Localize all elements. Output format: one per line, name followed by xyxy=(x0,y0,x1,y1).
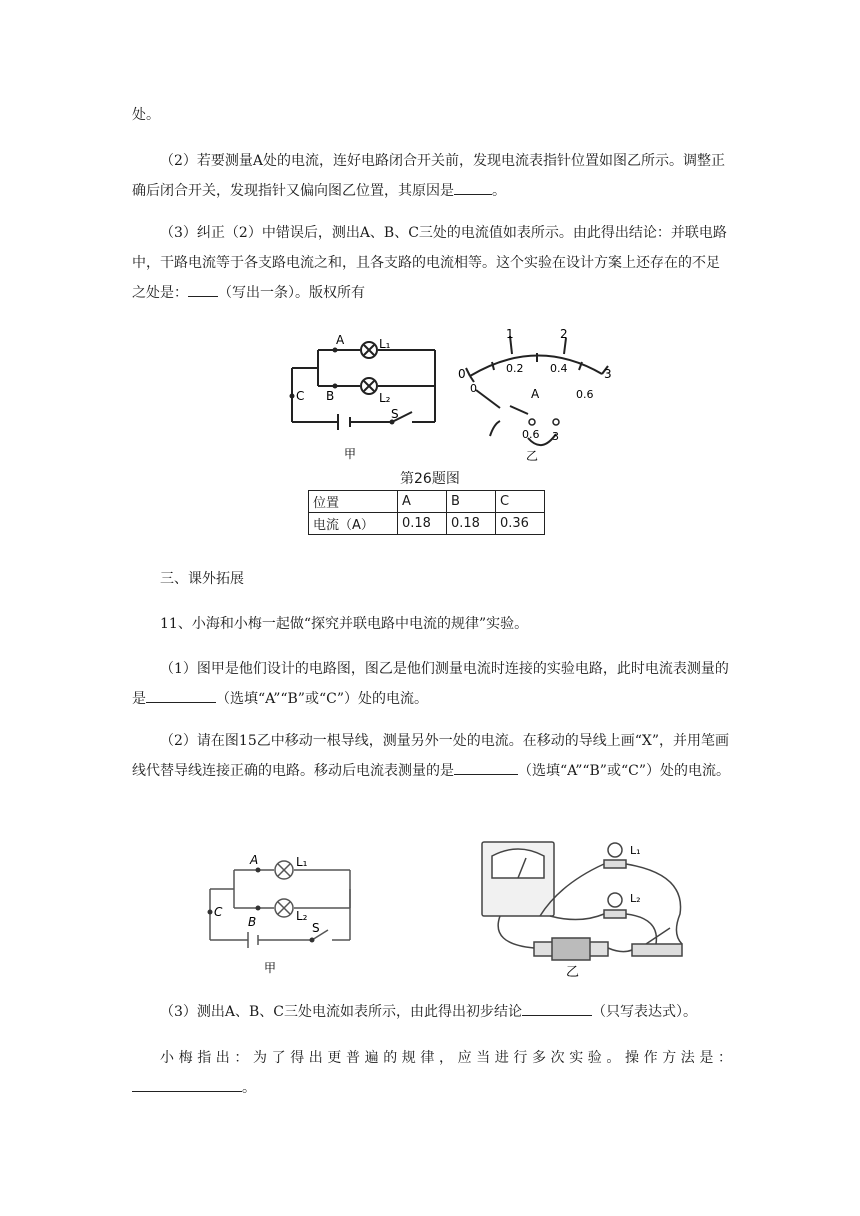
label-fig-yi: 乙 xyxy=(526,449,539,463)
unit-a: A xyxy=(531,387,540,401)
label-s: S xyxy=(391,407,399,421)
scale-1: 1 xyxy=(506,327,514,341)
question-11-2: （2）请在图15乙中移动一根导线，测量另外一处的电流。在移动的导线上画“X”，并用笔画线代替导线连接正确的电路。移动后电流表测量的是 （选填“A”“B”或“C”）处的电流。 xyxy=(132,733,730,779)
table-header-cell: C xyxy=(496,491,545,513)
scale-3: 3 xyxy=(604,367,612,381)
scale-0: 0 xyxy=(458,367,466,381)
table-cell: 0.18 xyxy=(398,513,447,535)
label-fig-yi-2: 乙 xyxy=(566,965,580,980)
answer-blank[interactable] xyxy=(188,280,218,297)
answer-blank[interactable] xyxy=(522,999,592,1016)
current-table xyxy=(308,490,545,535)
answer-blank[interactable] xyxy=(454,758,518,775)
scale-0-4: 0.4 xyxy=(550,362,568,375)
circuit-diagram-jia-2 xyxy=(200,840,360,980)
scale-0-6: 0.6 xyxy=(576,388,594,401)
terminal-0-6: 0.6 xyxy=(522,428,540,441)
question-2: （2）若要测量A处的电流，连好电路闭合开关前，发现电流表指针位置如图乙所示。调整正确后闭合开关，发现指针又偏向图乙位置，其原因是 。 xyxy=(132,153,726,199)
section-heading: 三、课外拓展 xyxy=(160,571,244,587)
scale-2: 2 xyxy=(560,327,568,341)
label-b: B xyxy=(248,915,257,929)
label-l2: L₂ xyxy=(379,391,391,405)
question-11-4-answer: 。 xyxy=(132,1073,732,1103)
answer-blank[interactable] xyxy=(454,178,492,195)
question-11-3: （3）测出A、B、C三处电流如表所示，由此得出初步结论 （只写表达式）。 xyxy=(132,997,732,1027)
label-a: A xyxy=(250,853,259,867)
label-l2: L₂ xyxy=(630,892,641,905)
scale-0-2: 0.2 xyxy=(506,362,524,375)
label-a: A xyxy=(336,333,345,347)
label-fig-jia-2: 甲 xyxy=(264,961,277,975)
label-l2: L₂ xyxy=(296,909,308,923)
figure-caption: 第26题图 xyxy=(400,471,460,487)
label-s: S xyxy=(312,921,320,935)
label-fig-jia: 甲 xyxy=(344,447,357,461)
table-row xyxy=(309,513,545,535)
label-b: B xyxy=(326,389,335,403)
label-l1: L₁ xyxy=(630,844,641,857)
question-11-1: （1）图甲是他们设计的电路图，图乙是他们测量电流时连接的实验电路，此时电流表测量的是 （选填“A”“B”或“C”）处的电流。 xyxy=(132,661,729,707)
text-line-top: 处。 xyxy=(132,107,160,123)
question-3: （3）纠正（2）中错误后，测出A、B、C三处的电流值如表所示。由此得出结论：并联电路中，干路电流等于各支路电流之和，且各支路的电流相等。这个实验在设计方案上还存在的不足之处是： （写出一条）。版权所有 xyxy=(132,225,727,301)
question-11: 11、小海和小梅一起做“探究并联电路中电流的规律”实验。 xyxy=(160,616,529,632)
table-header-cell: A xyxy=(398,491,447,513)
circuit-diagram-jia xyxy=(280,326,445,466)
answer-blank[interactable] xyxy=(132,1075,242,1092)
answer-blank[interactable] xyxy=(146,686,216,703)
label-l1: L₁ xyxy=(379,337,391,351)
table-cell: 电流（A） xyxy=(309,513,398,535)
table-cell: 0.36 xyxy=(496,513,545,535)
table-cell: 0.18 xyxy=(447,513,496,535)
table-header-cell: 位置 xyxy=(309,491,398,513)
label-l1: L₁ xyxy=(296,855,308,869)
ammeter-diagram-yi xyxy=(452,326,622,466)
terminal-3: 3 xyxy=(552,430,559,443)
table-header-cell: B xyxy=(447,491,496,513)
label-c: C xyxy=(214,905,223,919)
table-row xyxy=(309,491,545,513)
question-11-4: 小梅指出：为了得出更普遍的规律，应当进行多次实验。操作方法是： xyxy=(160,1050,732,1066)
scale-f0: 0 xyxy=(470,382,477,395)
label-c: C xyxy=(296,389,305,403)
apparatus-diagram-yi xyxy=(440,834,700,980)
